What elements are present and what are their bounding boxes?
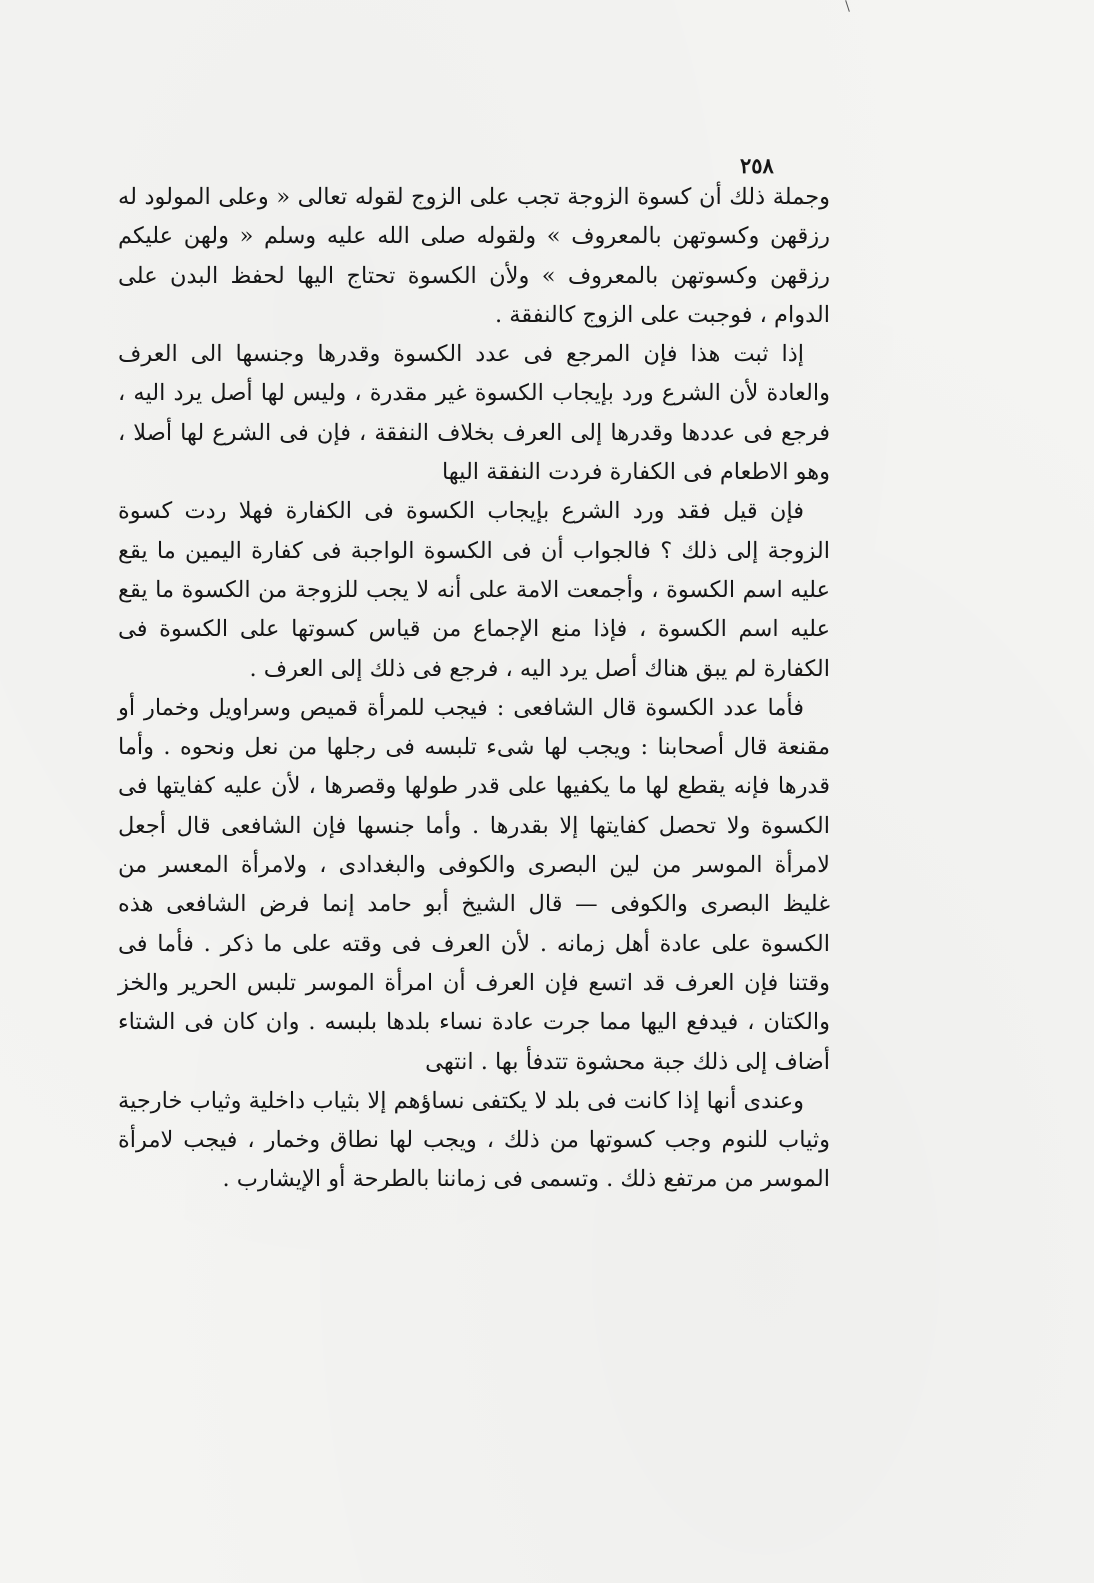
paragraph-1: وجملة ذلك أن كسوة الزوجة تجب على الزوج لقوله تعالى « وعلى المولود له رزقهن وكسوتهن بالمعروف » ولقوله صلى الله عليه وسلم « ولهن عليكم رزقهن وكسوتهن بالمعروف » ولأن الكسوة تحتاج اليها لحفظ البدن على الدوام ، فوجبت على الزوج كالنفقة . (118, 184, 830, 328)
paragraph-4: فأما عدد الكسوة قال الشافعى : فيجب للمرأة قميص وسراويل وخمار أو مقنعة قال أصحابنا : ويجب لها شىء تلبسه فى رجلها من نعل ونحوه . وأما قدرها فإنه يقطع لها ما يكفيها على قدر طولها وقصرها ، لأن عليه كفايتها فى الكسوة ولا تحصل كفايتها إلا بقدرها . وأما جنسها فإن الشافعى قال أجعل لامرأة الموسر من لين البصرى والكوفى والبغدادى ، ولامرأة المعسر من غليظ البصرى والكوفى — قال الشيخ أبو حامد إنما فرض الشافعى هذه الكسوة على عادة أهل زمانه . لأن العرف فى وقته على ما ذكر . فأما فى وقتنا فإن العرف قد اتسع فإن العرف أن امرأة الموسر تلبس الحرير والخز والكتان ، فيدفع اليها مما جرت عادة نساء بلدها بلبسه . وان كان فى الشتاء أضاف إلى ذلك جبة محشوة تتدفأ بها . انتهى (118, 694, 830, 1075)
paragraph-3: فإن قيل فقد ورد الشرع بإيجاب الكسوة فى الكفارة فهلا ردت كسوة الزوجة إلى ذلك ؟ فالجواب أن فى الكسوة الواجبة فى كفارة اليمين ما يقع عليه اسم الكسوة ، وأجمعت الامة على أنه لا يجب للزوجة من الكسوة ما يقع عليه اسم الكسوة ، فإذا منع الإجماع من قياس كسوتها على الكسوة فى الكفارة لم يبق هناك أصل يرد اليه ، فرجع فى ذلك إلى العرف . (118, 498, 830, 682)
main-text-block (118, 178, 830, 1200)
page-number: ٢٥٨ (740, 153, 774, 178)
paragraph-2: إذا ثبت هذا فإن المرجع فى عدد الكسوة وقدرها وجنسها الى العرف والعادة لأن الشرع ورد بإيجاب الكسوة غير مقدرة ، وليس لها أصل يرد اليه ، فرجع فى عددها وقدرها إلى العرف بخلاف النفقة ، فإن فى الشرع لها أصلا ، وهو الاطعام فى الكفارة فردت النفقة اليها (118, 341, 830, 486)
page-edge-mark (845, 0, 850, 12)
paragraph-5: وعندى أنها إذا كانت فى بلد لا يكتفى نساؤهم إلا بثياب داخلية وثياب خارجية وثياب للنوم وجب كسوتها من ذلك ، ويجب لها نطاق وخمار ، فيجب لامرأة الموسر من مرتفع ذلك . وتسمى فى زماننا بالطرحة أو الإيشارب . (118, 1087, 830, 1193)
